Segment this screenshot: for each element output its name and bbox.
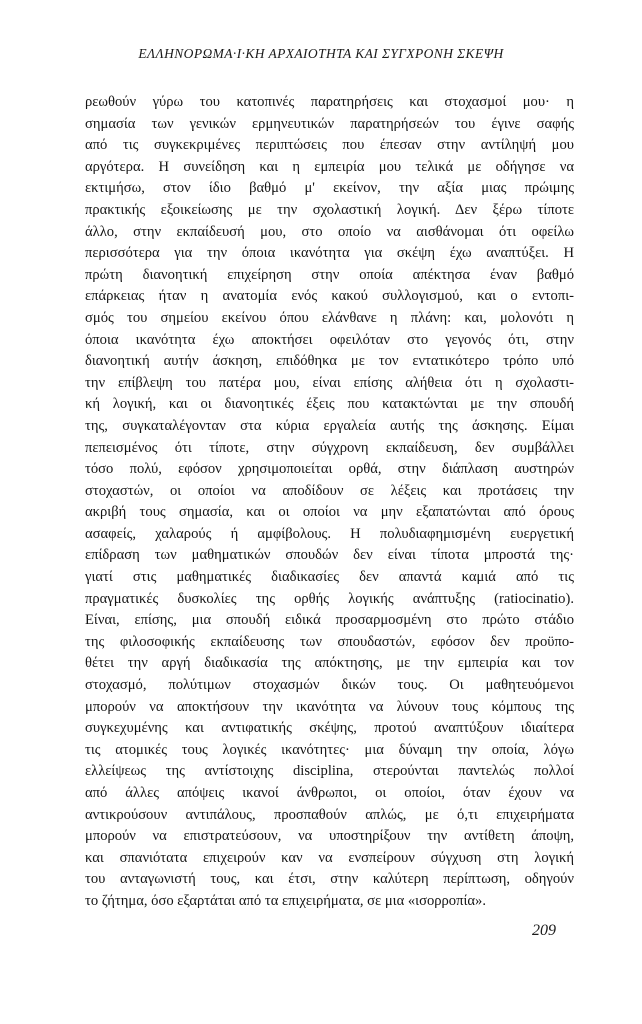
text-line: του ανταγωνιστή τους, και έτσι, στην καλύτερη περίπτωση, οδηγούν — [85, 871, 574, 888]
text-line: πεπεισμένος ότι τίποτε, στην σύγχρονη εκπαίδευση, δεν συμβάλλει — [85, 439, 574, 456]
text-line: επάρκειας ήταν η ανατομία ενός κακού συλλογισμού, και ο εντοπι- — [85, 288, 574, 305]
text-line: ακριβή τους σημασία, και οι οποίοι να μην εξαπατώνται από όρους — [85, 504, 574, 521]
text-line: από άλλες απόψεις ικανοί άνθρωποι, οι οποίοι, όταν έχουν να — [85, 785, 574, 801]
text-line: τόσο πολύ, εφόσον χρησιμοποιείται ορθά, στην διάπλαση αυστηρών — [85, 461, 574, 478]
text-line: και σπανιότατα επιχειρούν καν να ενσπείρουν σύγχυση στη λογική — [85, 849, 574, 866]
text-line: στοχασμό, πολύτιμων στοχασμών δικών τους. Οι μαθητευόμενοι — [85, 677, 574, 694]
text-line: την επίβλεψη του πατέρα μου, είναι επίσης αλήθεια ότι η σχολαστι- — [85, 374, 574, 391]
text-line: διανοητική αυτήν άσκηση, επιδόθηκα με τον εντατικότερο τρόπο υπό — [85, 353, 574, 370]
text-line: πρώτη διανοητική επιχείρηση στην οποία απέκτησα έναν βαθμό — [85, 266, 574, 283]
text-line: αντικρούσουν αντιπάλους, προσπαθούν απλώς, με ό,τι επιχειρήματα — [85, 806, 574, 823]
text-line: στοχαστών, οι οποίοι να αποδίδουν σε λέξεις και προτάσεις την — [85, 482, 574, 499]
text-line: της, συγκαταλέγονταν στα κύρια εργαλεία αυτής της άσκησης. Είμαι — [85, 417, 574, 434]
text-line: τις ατομικές τους λογικές ικανότητες· μια δύναμη την οποία, λόγω — [85, 741, 574, 758]
text-line: πρακτικής εξοικείωσης με την σχολαστική λογική. Δεν ξέρω τίποτε — [85, 201, 574, 218]
text-line: αργότερα. Η συνείδηση και η εμπειρία μου τελικά με οδήγησε να — [85, 158, 574, 175]
text-line: μπορούν να αποκτήσουν την ικανότητα να λύνουν τους κόμπους της — [85, 698, 574, 715]
text-line: όποια ικανότητα έχω αποκτήσει οφειλόταν στο γεγονός ότι, στην — [85, 331, 574, 348]
text-line: ασαφείς, χαλαρούς ή αμφίβολους. Η πολυδιαφημισμένη ευεργετική — [85, 525, 574, 542]
text-line: κή λογική, και οι διανοητικές έξεις που κατακτώνται με την σπουδή — [85, 396, 574, 413]
page-number: 209 — [532, 922, 556, 939]
text-line: της φιλοσοφικής εκπαίδευσης των σπουδαστών, εφόσον δεν προϋπο- — [85, 633, 574, 650]
text-line: ελλείψεως της αντίστοιχης disciplina, στερούνται παντελώς πολλοί — [85, 763, 574, 780]
text-line: μπορούν να επιστρατεύσουν, να υποστηρίξουν την αντίθετη άποψη, — [85, 828, 574, 845]
text-line: θέτει την αργή διαδικασία της απόκτησης, με την εμπειρία και τον — [85, 655, 574, 672]
running-header: ΕΛΛΗΝΟΡΩΜΑ·Ι·ΚΗ ΑΡΧΑΙΟΤΗΤΑ ΚΑΙ ΣΥΓΧΡΟΝΗ ΣΚΕΨΗ — [138, 46, 504, 61]
text-line: συγκεχυμένης και αντιφατικής σκέψης, προτού αναπτύξουν ιδιαίτερα — [85, 720, 574, 737]
text-line: πραγματικές δυσκολίες της ορθής λογικής ανάπτυξης (ratiocinatio). — [85, 590, 574, 607]
text-line: Είναι, επίσης, μια σπουδή ειδικά προσαρμοσμένη στο πρώτο στάδιο — [85, 612, 574, 629]
text-line: το ζήτημα, όσο εξαρτάται από τα επιχειρήματα, σε μια «ισορροπία». — [85, 892, 486, 909]
text-line: περισσότερα για την όποια ικανότητα για σκέψη έχω αναπτύξει. Η — [85, 245, 574, 262]
text-line: σημασία των γενικών ερμηνευτικών παρατηρήσεών του έγινε σαφής — [85, 115, 574, 132]
text-line: από τις συγκεκριμένες περιπτώσεις που έπεσαν στην αντίληψή μου — [85, 137, 574, 154]
text-line: άλλο, στην εκπαίδευσή μου, στο οποίο να αισθάνομαι ότι οφείλω — [85, 223, 574, 240]
text-line: επίδραση των μαθηματικών σπουδών δεν είναι τίποτα μπροστά της· — [85, 547, 574, 564]
text-line: γιατί στις μαθηματικές διαδικασίες δεν απαντά καμιά από τις — [85, 569, 574, 586]
text-line: εκτιμήσω, στον ίδιο βαθμό μ' εκείνον, την αξία μιας πρώιμης — [85, 180, 574, 197]
text-line: ρεωθούν γύρω του κατοπινές παρατηρήσεις και στοχασμοί μου· η — [85, 94, 574, 110]
body-text — [85, 92, 574, 913]
text-line: σμός του σημείου εκείνου όπου ελάνθανε η πλάνη: και, μολονότι η — [85, 309, 574, 326]
